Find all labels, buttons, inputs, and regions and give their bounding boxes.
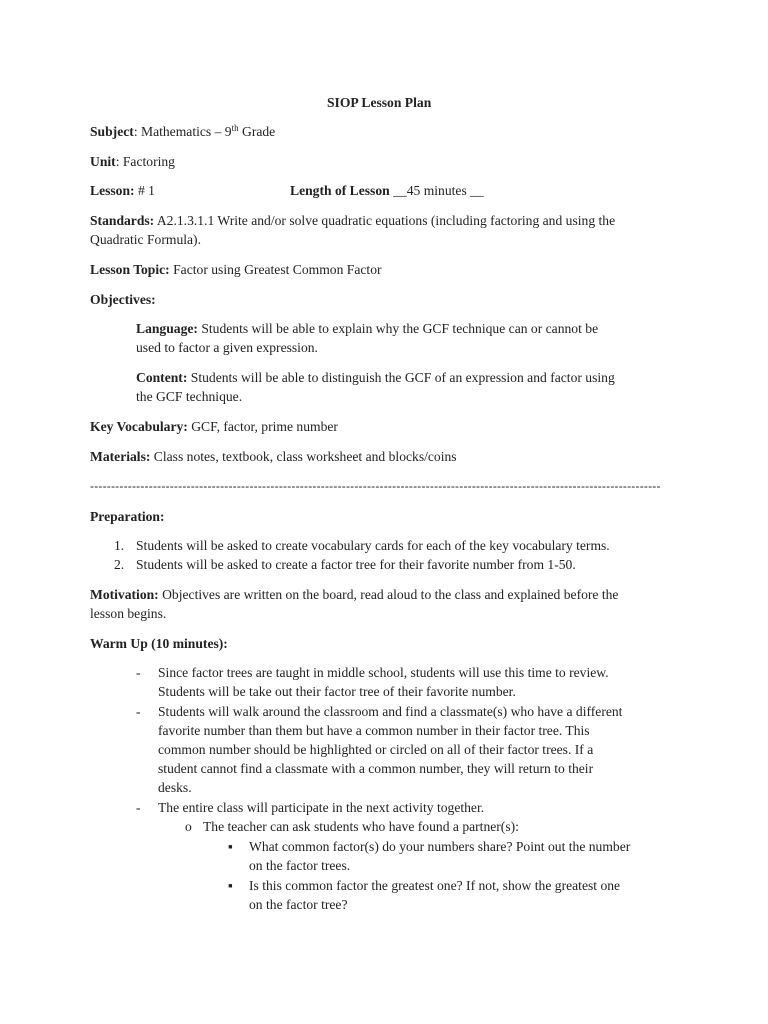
question-line: What common factor(s) do your numbers share? Point out the number xyxy=(249,839,631,854)
warmup-heading: Warm Up (10 minutes): xyxy=(90,636,228,651)
unit-line: Unit: Factoring xyxy=(90,154,175,169)
list-item: Students will be asked to create vocabulary cards for each of the key vocabulary terms. xyxy=(136,538,610,553)
preparation-heading: Preparation: xyxy=(90,509,165,524)
list-number: 2. xyxy=(114,557,125,572)
materials-line: Materials: Class notes, textbook, class worksheet and blocks/coins xyxy=(90,449,457,464)
section-divider: ---------------------------------------------------------------------------------------------------------------------------------------- xyxy=(90,479,661,493)
standards-line2: Quadratic Formula). xyxy=(90,232,201,247)
lesson-line: Lesson: # 1 xyxy=(90,183,155,198)
dash-bullet: - xyxy=(136,665,141,680)
list-number: 1. xyxy=(114,538,125,553)
sub-list-item: The teacher can ask students who have found a partner(s): xyxy=(203,819,519,834)
objectives-heading: Objectives: xyxy=(90,292,156,307)
question-line: on the factor trees. xyxy=(249,858,351,873)
objective-language-line1: Language: Students will be able to explain why the GCF technique can or cannot be xyxy=(136,321,599,336)
square-bullet: ▪ xyxy=(228,839,233,854)
objective-language-line2: used to factor a given expression. xyxy=(136,340,318,355)
question-line: Is this common factor the greatest one? If not, show the greatest one xyxy=(249,878,621,893)
subject-line: Subject: Mathematics – 9th Grade xyxy=(90,123,276,139)
list-item-line: Since factor trees are taught in middle school, students will use this time to review. xyxy=(158,665,609,680)
objective-content-line2: the GCF technique. xyxy=(136,389,243,404)
question-line: on the factor tree? xyxy=(249,897,348,912)
motivation-line1: Motivation: Objectives are written on the board, read aloud to the class and explained before the xyxy=(90,587,619,602)
standards-line1: Standards: A2.1.3.1.1 Write and/or solve quadratic equations (including factoring and using the xyxy=(90,213,616,228)
objective-content-line1: Content: Students will be able to distinguish the GCF of an expression and factor using xyxy=(136,370,615,385)
list-item-line: The entire class will participate in the next activity together. xyxy=(158,800,485,815)
list-item: Students will be asked to create a factor tree for their favorite number from 1-50. xyxy=(136,557,576,572)
page-title: SIOP Lesson Plan xyxy=(327,95,432,110)
list-item-line: desks. xyxy=(158,780,192,795)
lesson-length: Length of Lesson __45 minutes __ xyxy=(290,183,484,198)
list-item-line: Students will walk around the classroom and find a classmate(s) who have a different xyxy=(158,704,623,719)
lesson-topic-line: Lesson Topic: Factor using Greatest Common Factor xyxy=(90,262,382,277)
dash-bullet: - xyxy=(136,800,141,815)
list-item-line: student cannot find a classmate with a common number, they will return to their xyxy=(158,761,594,776)
key-vocabulary-line: Key Vocabulary: GCF, factor, prime number xyxy=(90,419,338,434)
list-item-line: common number should be highlighted or circled on all of their factor trees. If a xyxy=(158,742,594,757)
motivation-line2: lesson begins. xyxy=(90,606,167,621)
square-bullet: ▪ xyxy=(228,878,233,893)
dash-bullet: - xyxy=(136,704,141,719)
list-item-line: favorite number than them but have a common number in their factor tree. This xyxy=(158,723,590,738)
circle-bullet: o xyxy=(185,819,192,834)
list-item-line: Students will be take out their factor tree of their favorite number. xyxy=(158,684,516,699)
